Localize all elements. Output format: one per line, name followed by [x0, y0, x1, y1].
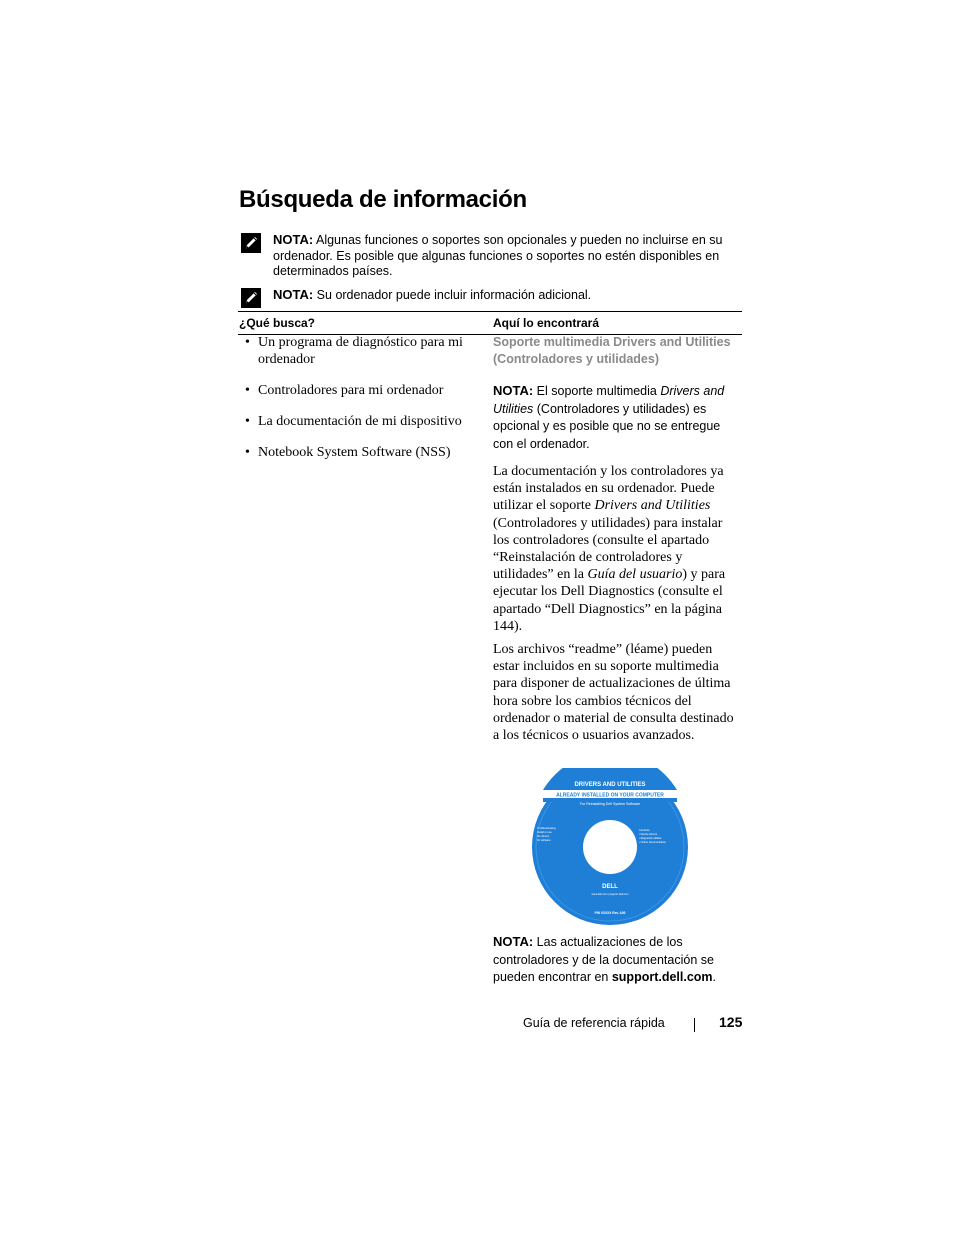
pencil-note-icon [240, 287, 262, 309]
bullet-icon: • [245, 383, 250, 398]
bullet-icon: • [245, 414, 250, 429]
disc-right-text: • Device drivers [639, 833, 658, 836]
note-text: . [712, 970, 717, 984]
note-label: NOTA: [493, 934, 534, 949]
footer-divider [694, 1018, 695, 1032]
paragraph-text: ) y para ejecutar los Dell Diagnostics (consulte el apartado “Dell Diagnostics” en la página 144). [493, 567, 726, 634]
list-item-text: Un programa de diagnóstico para mi ordenador [258, 335, 463, 367]
disc-center-hole [583, 820, 637, 874]
answer-column [493, 334, 741, 750]
pencil-note-icon [240, 232, 262, 254]
list-item-text: La documentación de mi dispositivo [258, 414, 462, 429]
note-text: Algunas funciones o soportes son opcionales y pueden no incluirse en su ordenador. Es posible que algunas funciones o soportes no estén disponibles en determinados países. [273, 233, 723, 278]
paragraph-text-italic: Drivers and Utilities [594, 498, 711, 514]
info-table [238, 311, 742, 335]
page-number: 125 [719, 1014, 743, 1030]
footer-title: Guía de referencia rápida [523, 1016, 665, 1030]
disc-banner-text: ALREADY INSTALLED ON YOUR COMPUTER [556, 792, 664, 799]
drivers-and-utilities-disc-image [531, 768, 689, 926]
note-text: Las actualizaciones de los controladores y de la documentación se pueden encontrar en [493, 935, 714, 984]
disc-part-number: P/N XXXXX Rev. A00 [594, 911, 626, 915]
note-additional-info [240, 287, 735, 304]
list-item [245, 334, 473, 368]
disc-left-text: the drivers [537, 835, 550, 838]
page-title: Búsqueda de información [239, 186, 527, 213]
note-text: El soporte multimedia [533, 384, 661, 398]
updates-note [493, 933, 741, 987]
paragraph-documentation [493, 463, 741, 635]
disc-title: DRIVERS AND UTILITIES [574, 782, 646, 788]
list-item-text: Controladores para mi ordenador [258, 383, 444, 398]
bullet-icon: • [245, 445, 250, 460]
note-label: NOTA: [273, 287, 314, 302]
disc-left-text: Install or use [537, 831, 552, 834]
note-text-italic: Drivers and Utilities [493, 384, 725, 416]
disc-left-text: for software [537, 839, 551, 842]
note-text: Su ordenador puede incluir información adicional. [313, 288, 592, 302]
list-item-text: Notebook System Software (NSS) [258, 445, 451, 460]
note-label: NOTA: [273, 232, 314, 247]
disc-url: www.dell.com | support.dell.com [591, 893, 629, 896]
column-header-where: Aquí lo encontrará [493, 316, 600, 330]
paragraph-readme: Los archivos “readme” (léame) pueden estar incluidos en su soporte multimedia para disponer de actualizaciones de última hora sobre los cambios técnicos del ordenador o material de consulta destinado a los técnicos o usuarios avanzados. [493, 642, 734, 744]
table-header [238, 312, 742, 335]
disc-left-text: Troubleshooting [537, 827, 556, 830]
list-item [245, 413, 473, 430]
column-header-what: ¿Qué busca? [239, 316, 316, 330]
disc-right-text: • Diagnostic utilities [639, 837, 662, 840]
section-heading: Soporte multimedia Drivers and Utilities (Controladores y utilidades) [493, 335, 731, 366]
bullet-list [245, 334, 473, 469]
disc-right-text: Contents: [639, 829, 651, 832]
media-optional-note [493, 382, 741, 453]
dell-logo-text: DELL [602, 884, 618, 890]
paragraph-text: La documentación y los controladores ya están instalados en su ordenador. Puede utilizar el soporte [493, 464, 724, 514]
paragraph-text-italic: Guía del usuario [587, 567, 683, 583]
disc-subtitle: For Reinstalling Dell System Software [579, 802, 641, 806]
disc-right-text: • Online documentation [639, 841, 666, 844]
bullet-icon: • [245, 335, 250, 350]
note-label: NOTA: [493, 383, 534, 398]
list-item [245, 444, 473, 461]
support-link[interactable]: support.dell.com [611, 970, 713, 984]
note-text: (Controladores y utilidades) es opcional y es posible que no se entregue con el ordenador. [493, 401, 721, 451]
list-item [245, 382, 473, 399]
paragraph-text: (Controladores y utilidades) para instalar los controladores (consulte el apartado “Reinstalación de controladores y utilidades” en la [493, 515, 723, 583]
note-optional-features [240, 232, 735, 280]
